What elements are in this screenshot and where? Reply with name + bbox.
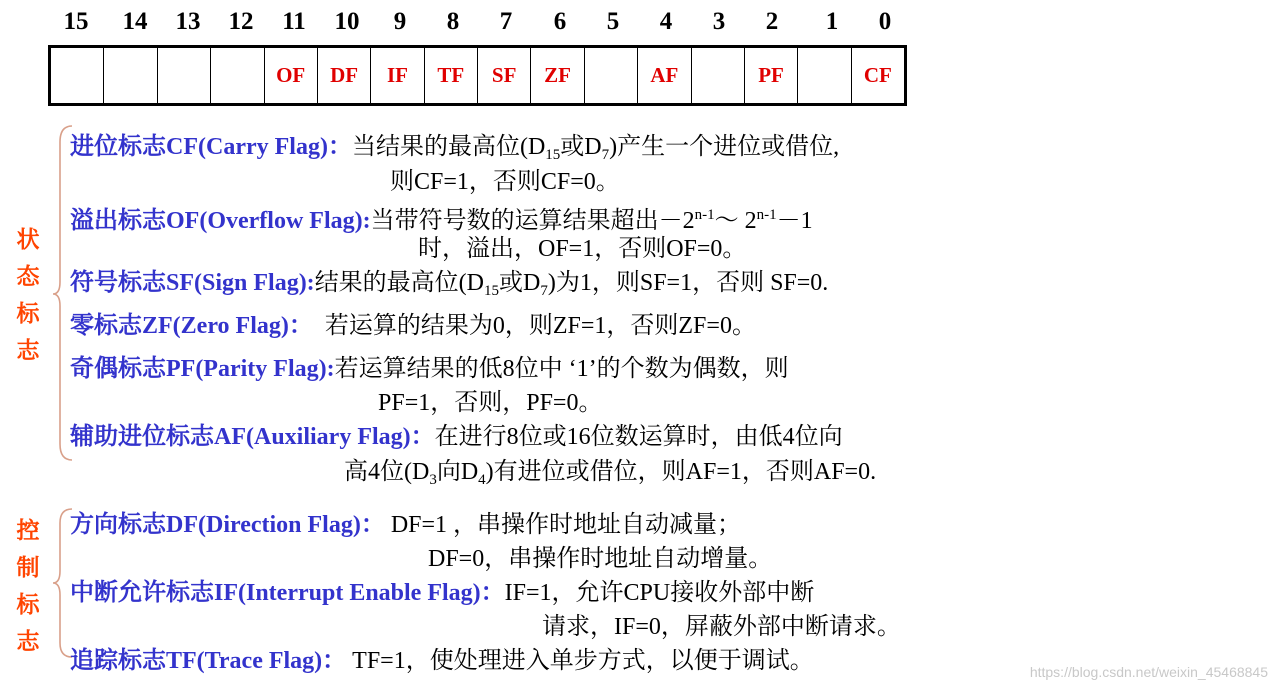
if-description xyxy=(70,578,814,608)
cf-flag-name: 进位标志CF(Carry Flag)： xyxy=(70,134,352,160)
af-text: 向D xyxy=(436,459,479,485)
bit-number: 7 xyxy=(499,8,513,35)
sf-description xyxy=(70,268,828,306)
zf-flag-name: 零标志ZF(Zero Flag)： xyxy=(70,313,313,339)
bit-number: 4 xyxy=(659,8,673,35)
bit-number: 6 xyxy=(553,8,567,35)
cf-text: )产生一个进位或借位, xyxy=(609,134,840,160)
zf-text: 若运算的结果为0，则ZF=1，否则ZF=0。 xyxy=(324,313,756,339)
bit-number: 10 xyxy=(334,8,360,35)
register-cell-af: AF xyxy=(638,48,691,103)
register-cell xyxy=(585,48,638,103)
df-text: DF=1 ，串操作时地址自动减量； xyxy=(390,512,742,538)
df-description-cont: DF=0，串操作时地址自动增量。 xyxy=(428,546,773,572)
if-flag-name: 中断允许标志IF(Interrupt Enable Flag)： xyxy=(70,580,505,606)
af-text: )有进位或借位，则AF=1，否则AF=0. xyxy=(485,459,877,485)
register-cell xyxy=(158,48,211,103)
register-cell xyxy=(798,48,851,103)
tf-flag-name: 追踪标志TF(Trace Flag)： xyxy=(70,648,347,674)
sf-subscript: 15 xyxy=(484,283,500,299)
df-description xyxy=(70,510,741,540)
af-description-cont xyxy=(344,457,876,495)
register-cell-pf: PF xyxy=(745,48,798,103)
cf-subscript: 15 xyxy=(545,147,561,163)
sf-flag-name: 符号标志SF(Sign Flag): xyxy=(70,270,315,296)
register-cell-tf: TF xyxy=(425,48,478,103)
if-description-cont: 请求，IF=0，屏蔽外部中断请求。 xyxy=(542,614,901,640)
register-cell xyxy=(211,48,264,103)
bit-number: 1 xyxy=(825,8,839,35)
cf-text: 当结果的最高位(D xyxy=(351,134,546,160)
bit-number: 14 xyxy=(122,8,148,35)
register-cell-if: IF xyxy=(371,48,424,103)
pf-flag-name: 奇偶标志PF(Parity Flag): xyxy=(70,356,335,382)
pf-description xyxy=(70,354,789,384)
bit-number: 2 xyxy=(765,8,779,35)
of-text: 当带符号数的运算结果超出－2 xyxy=(370,208,695,234)
df-flag-name: 方向标志DF(Direction Flag)： xyxy=(70,512,385,538)
cf-text: 或D xyxy=(560,134,602,160)
of-superscript: n-1 xyxy=(756,207,777,223)
register-cell xyxy=(692,48,745,103)
of-flag-name: 溢出标志OF(Overflow Flag): xyxy=(70,208,371,234)
bit-number: 11 xyxy=(282,8,306,35)
if-text: IF=1，允许CPU接收外部中断 xyxy=(504,580,815,606)
of-text: ～ 2 xyxy=(714,208,757,234)
of-superscript: n-1 xyxy=(694,207,715,223)
cf-description-cont: 则CF=1，否则CF=0。 xyxy=(390,169,620,195)
bit-number: 8 xyxy=(446,8,460,35)
af-subscript: 3 xyxy=(429,472,437,488)
bit-number: 3 xyxy=(712,8,726,35)
register-cell xyxy=(51,48,104,103)
register-cell-zf: ZF xyxy=(531,48,584,103)
of-description-cont: 时，溢出，OF=1，否则OF=0。 xyxy=(418,236,747,262)
of-text: －1 xyxy=(776,208,813,234)
sf-text: 或D xyxy=(499,270,541,296)
bit-number: 15 xyxy=(63,8,89,35)
bit-number: 13 xyxy=(175,8,201,35)
watermark: https://blog.csdn.net/weixin_45468845 xyxy=(1029,664,1268,680)
register-cell-cf: CF xyxy=(863,63,892,87)
bit-number: 12 xyxy=(228,8,254,35)
af-subscript: 4 xyxy=(478,472,486,488)
sf-text: 结果的最高位(D xyxy=(314,270,485,296)
zf-description xyxy=(70,311,756,341)
tf-description xyxy=(70,646,814,676)
register-cell-of: OF xyxy=(265,48,318,103)
af-text: 高4位(D xyxy=(344,459,430,485)
tf-text: TF=1，使处理进入单步方式，以便于调试。 xyxy=(352,648,814,674)
register-cell-df: DF xyxy=(318,48,371,103)
af-description xyxy=(70,422,843,452)
af-flag-name: 辅助进位标志AF(Auxiliary Flag)： xyxy=(70,424,435,450)
sf-text: )为1，则SF=1，否则 SF=0. xyxy=(547,270,829,296)
register-cell xyxy=(104,48,157,103)
pf-text: 若运算结果的低8位中 ‘1’的个数为偶数，则 xyxy=(334,356,789,382)
af-text: 在进行8位或16位数运算时，由低4位向 xyxy=(434,424,843,450)
flag-register xyxy=(48,45,907,106)
bit-number: 0 xyxy=(878,8,892,35)
of-description xyxy=(70,200,813,236)
control-flags-label: 控制标志 xyxy=(16,518,40,655)
status-flags-label: 状态标志 xyxy=(16,227,40,364)
cf-description xyxy=(70,132,839,170)
bit-number: 5 xyxy=(606,8,620,35)
pf-description-cont: PF=1，否则，PF=0。 xyxy=(378,390,603,416)
bit-number: 9 xyxy=(393,8,407,35)
cf-subscript: 7 xyxy=(601,147,610,163)
sf-subscript: 7 xyxy=(540,283,548,299)
register-cell-sf: SF xyxy=(478,48,531,103)
